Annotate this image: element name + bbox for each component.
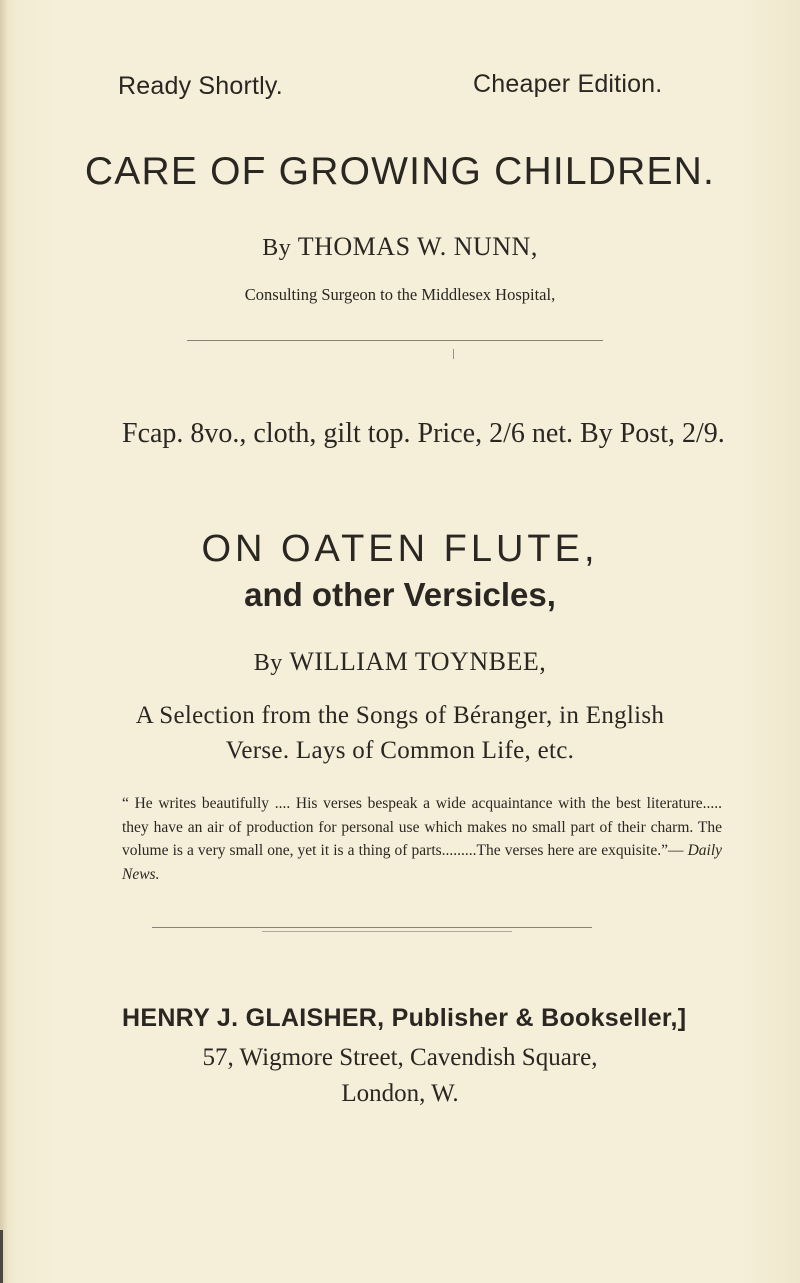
book2-format-price: Fcap. 8vo., cloth, gilt top. Price, 2/6 net. By Post, 2/9. xyxy=(122,418,725,449)
page-edge-mark xyxy=(0,1230,3,1283)
ready-shortly-label: Ready Shortly. xyxy=(118,72,283,100)
publisher-name: HENRY J. GLAISHER, Publisher & Bookseller,] xyxy=(122,1004,687,1032)
book-title-care-of-growing-children: CARE OF GROWING CHILDREN. xyxy=(84,150,716,193)
publisher-address-line2: London, W. xyxy=(341,1080,459,1107)
review-quote-text: “ He writes beautifully .... His verses bespeak a wide acquaintance with the best literature..... they have an air of production for personal use which makes no small part of their charm. The volume is a very small one, yet it is a thing of parts.........The verses here are exquisite.”— xyxy=(122,795,722,859)
book2-description-line2: Verse. Lays of Common Life, etc. xyxy=(225,737,575,764)
book2-author: WILLIAM TOYNBEE, xyxy=(289,647,547,676)
divider-tick xyxy=(453,349,454,359)
book-title-on-oaten-flute: ON OATEN FLUTE, xyxy=(201,528,599,570)
book2-by-label: By xyxy=(253,650,283,676)
divider-rule-lower-shadow xyxy=(262,931,512,932)
book1-by-label: By xyxy=(262,235,292,261)
publisher-address-line1: 57, Wigmore Street, Cavendish Square, xyxy=(202,1044,598,1071)
review-quote xyxy=(122,792,722,886)
cheaper-edition-label: Cheaper Edition. xyxy=(473,70,663,98)
book2-description-line1: A Selection from the Songs of Béranger, in English xyxy=(135,702,665,729)
book1-author-position: Consulting Surgeon to the Middlesex Hospital, xyxy=(244,285,556,304)
book1-author: THOMAS W. NUNN, xyxy=(297,232,538,261)
book2-author-line xyxy=(0,647,800,677)
book2-subtitle: and other Versicles, xyxy=(244,576,556,613)
divider-rule xyxy=(187,340,603,341)
book1-author-line xyxy=(0,232,800,262)
divider-rule-lower xyxy=(152,927,592,928)
review-quote-source: Daily News. xyxy=(122,842,722,883)
